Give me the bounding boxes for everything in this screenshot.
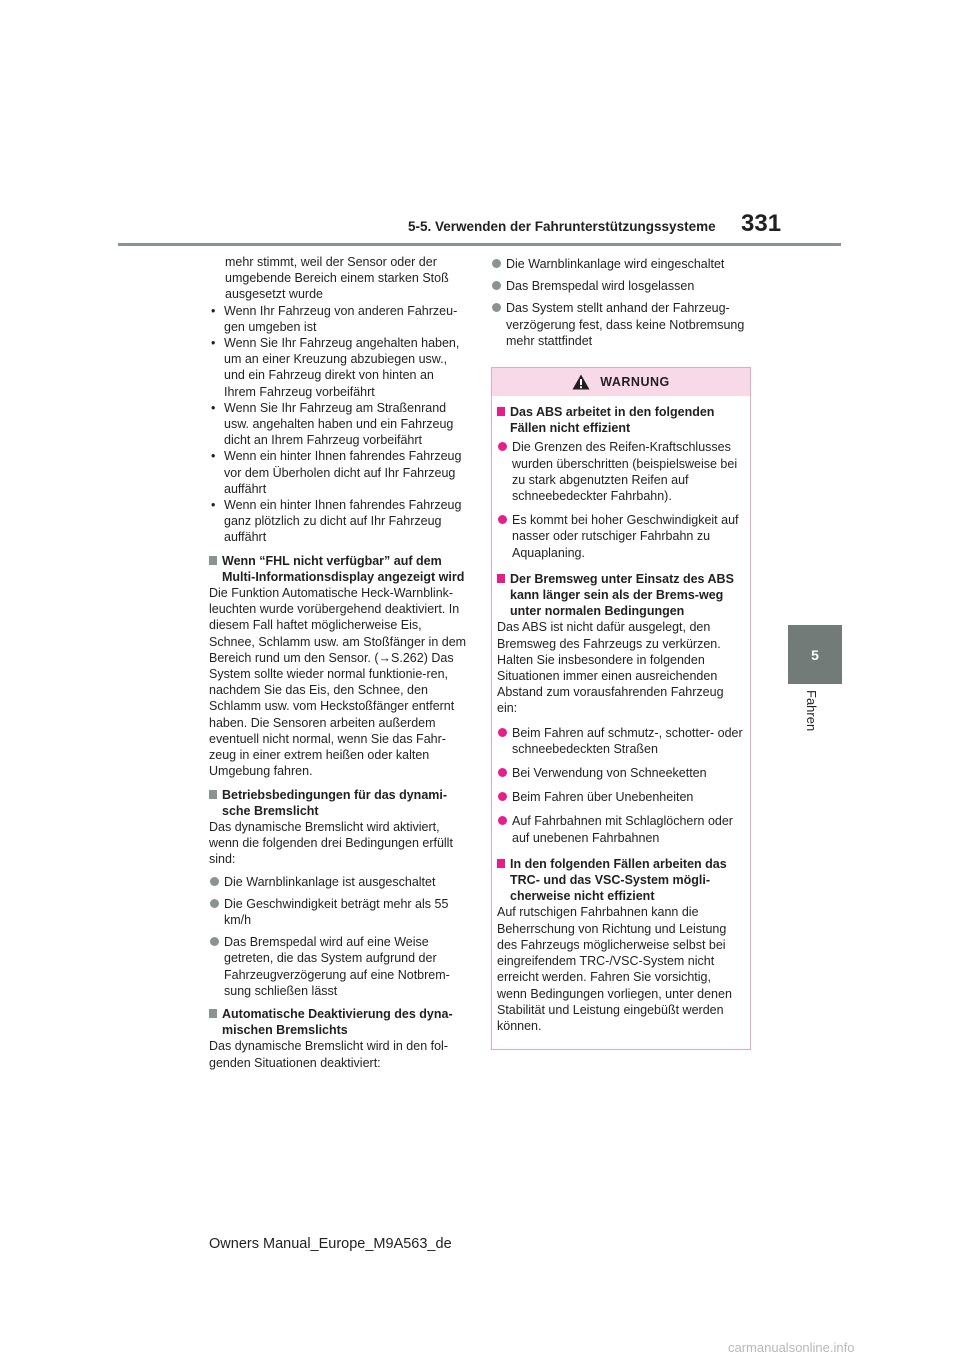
list-item: Auf Fahrbahnen mit Schlaglöchern oder auf unebenen Fahrbahnen <box>497 813 744 845</box>
list-item: Es kommt bei hoher Geschwindigkeit auf nasser oder rutschiger Fahrbahn zu Aquaplaning. <box>497 512 744 561</box>
intro-continuation: mehr stimmt, weil der Sensor oder der umgebende Bereich einem starken Stoß ausgesetzt wurde <box>225 255 449 302</box>
list-item: Die Warnblinkanlage wird eingeschaltet <box>491 256 753 272</box>
list-item: Das Bremspedal wird auf eine Weise getreten, die das System aufgrund der Fahrzeugverzögerung auf eine Notbrem-sung schließen lässt <box>209 934 467 999</box>
trc-paragraph: Auf rutschigen Fahrbahnen kann die Beherrschung von Richtung und Leistung des Fahrzeugs möglicherweise selbst bei eingreifendem TRC-/VSC-System nicht erreicht werden. Fahren Sie vorsichtig, wenn Bedingungen vorliegen, unter denen Stabilität und Leistung eingebüßt werden können. <box>497 905 732 1033</box>
list-item: Beim Fahren über Unebenheiten <box>497 789 744 805</box>
right-column <box>491 256 753 355</box>
warning-header <box>492 368 750 396</box>
list-item: Beim Fahren auf schmutz-, schotter- oder schneebedeckten Straßen <box>497 725 744 757</box>
brake-paragraph: Das dynamische Bremslicht wird aktiviert, wenn die folgenden drei Bedingungen erfüllt sind: <box>209 819 453 867</box>
dash-item: • Wenn Ihr Fahrzeug von anderen Fahrzeu-gen umgeben ist <box>211 303 458 334</box>
dash-item: • Wenn Sie Ihr Fahrzeug am Straßenrand usw. angehalten haben und ein Fahrzeug dicht an Ihrem Fahrzeug vorbeifährt <box>211 400 454 448</box>
list-item: Die Geschwindigkeit beträgt mehr als 55 km/h <box>209 896 467 928</box>
watermark: carmanualsonline.info <box>728 1340 855 1355</box>
chapter-number: 5 <box>811 646 819 663</box>
left-column <box>209 254 467 1071</box>
page-number: 331 <box>741 210 782 237</box>
manual-id: Owners Manual_Europe_M9A563_de <box>209 1236 452 1252</box>
dash-marker: • <box>211 400 216 415</box>
section-square-icon <box>209 1009 217 1018</box>
section-square-icon <box>209 556 217 565</box>
page-reference-link[interactable]: →S.262 <box>378 650 424 665</box>
dash-marker: • <box>211 336 216 351</box>
list-item: Die Grenzen des Reifen-Kraftschlusses wurden überschritten (beispielsweise bei zu stark abgenutzten Reifen auf schneebedeckter Fahrbahn). <box>497 439 744 504</box>
brakeway-paragraph: Das ABS ist nicht dafür ausgelegt, den Bremsweg des Fahrzeugs zu verkürzen. Halten Sie insbesondere in folgenden Situationen immer einen ausreichenden Abstand zum vorausfahrenden Fahrzeug ein: <box>497 620 724 716</box>
chapter-tab[interactable] <box>788 625 842 684</box>
warning-body <box>492 396 750 1034</box>
warning-title: WARNUNG <box>600 375 670 389</box>
brakeway-heading: Der Bremsweg unter Einsatz des ABS kann länger sein als der Brems-weg unter normalen Bedingungen <box>497 571 744 620</box>
abs-heading: Das ABS arbeitet in den folgenden Fällen nicht effizient <box>497 404 744 436</box>
warning-box <box>491 367 751 1050</box>
section-title: 5-5. Verwenden der Fahrunterstützungssysteme <box>408 219 716 234</box>
list-item: Die Warnblinkanlage ist ausgeschaltet <box>209 874 467 890</box>
dash-item: • Wenn ein hinter Ihnen fahrendes Fahrzeug vor dem Überholen dicht auf Ihr Fahrzeug auffährt <box>211 449 462 496</box>
section-square-icon <box>209 790 217 799</box>
list-item: Das Bremspedal wird losgelassen <box>491 278 753 294</box>
section-square-icon <box>497 859 505 868</box>
dash-marker: • <box>211 449 216 464</box>
header-divider <box>118 243 841 246</box>
warning-triangle-icon <box>572 374 590 390</box>
brake-heading: Betriebsbedingungen für das dynami-sche Bremslicht <box>209 787 467 819</box>
section-square-icon <box>497 407 505 416</box>
fhl-heading: Wenn “FHL nicht verfügbar” auf dem Multi-Informationsdisplay angezeigt wird <box>209 553 467 585</box>
trc-heading: In den folgenden Fällen arbeiten das TRC- und das VSC-System mögli-cherweise nicht effizient <box>497 856 744 905</box>
chapter-label: Fahren <box>804 690 819 732</box>
deactivation-paragraph: Das dynamische Bremslicht wird in den fol-genden Situationen deaktiviert: <box>209 1039 448 1070</box>
chapter-label-wrap <box>795 690 835 750</box>
dash-marker: • <box>211 303 216 318</box>
list-item: Bei Verwendung von Schneeketten <box>497 765 744 781</box>
dash-item: • Wenn Sie Ihr Fahrzeug angehalten haben, um an einer Kreuzung abzubiegen usw., und ein Fahrzeug direkt von hinten an Ihrem Fahrzeug vorbeifährt <box>211 336 460 399</box>
fhl-paragraph: Die Funktion Automatische Heck-Warnblink-leuchten wurde vorübergehend deaktiviert. In diesem Fall haftet möglicherweise Eis, Schnee, Schlamm usw. am Stoßfänger in dem Bereich rund um den Sensor. (→S.262) Das System sollte wieder normal funktionie-ren, nachdem Sie das Eis, den Schnee, den Schlamm usw. vom Heckstoßfänger entfernt haben. Die Sensoren arbeiten außerdem eventuell nicht normal, wenn Sie das Fahr-zeug in einer extrem heißen oder kalten Umgebung fahren. <box>209 586 467 779</box>
arrow-right-icon: → <box>378 650 392 665</box>
dash-item: • Wenn ein hinter Ihnen fahrendes Fahrzeug ganz plötzlich zu dicht auf Ihr Fahrzeug auffährt <box>211 498 462 545</box>
section-square-icon <box>497 574 505 583</box>
deactivation-heading: Automatische Deaktivierung des dyna-mischen Bremslichts <box>209 1006 467 1038</box>
dash-marker: • <box>211 498 216 513</box>
list-item: Das System stellt anhand der Fahrzeug-verzögerung fest, dass keine Notbremsung mehr stattfindet <box>491 300 753 349</box>
